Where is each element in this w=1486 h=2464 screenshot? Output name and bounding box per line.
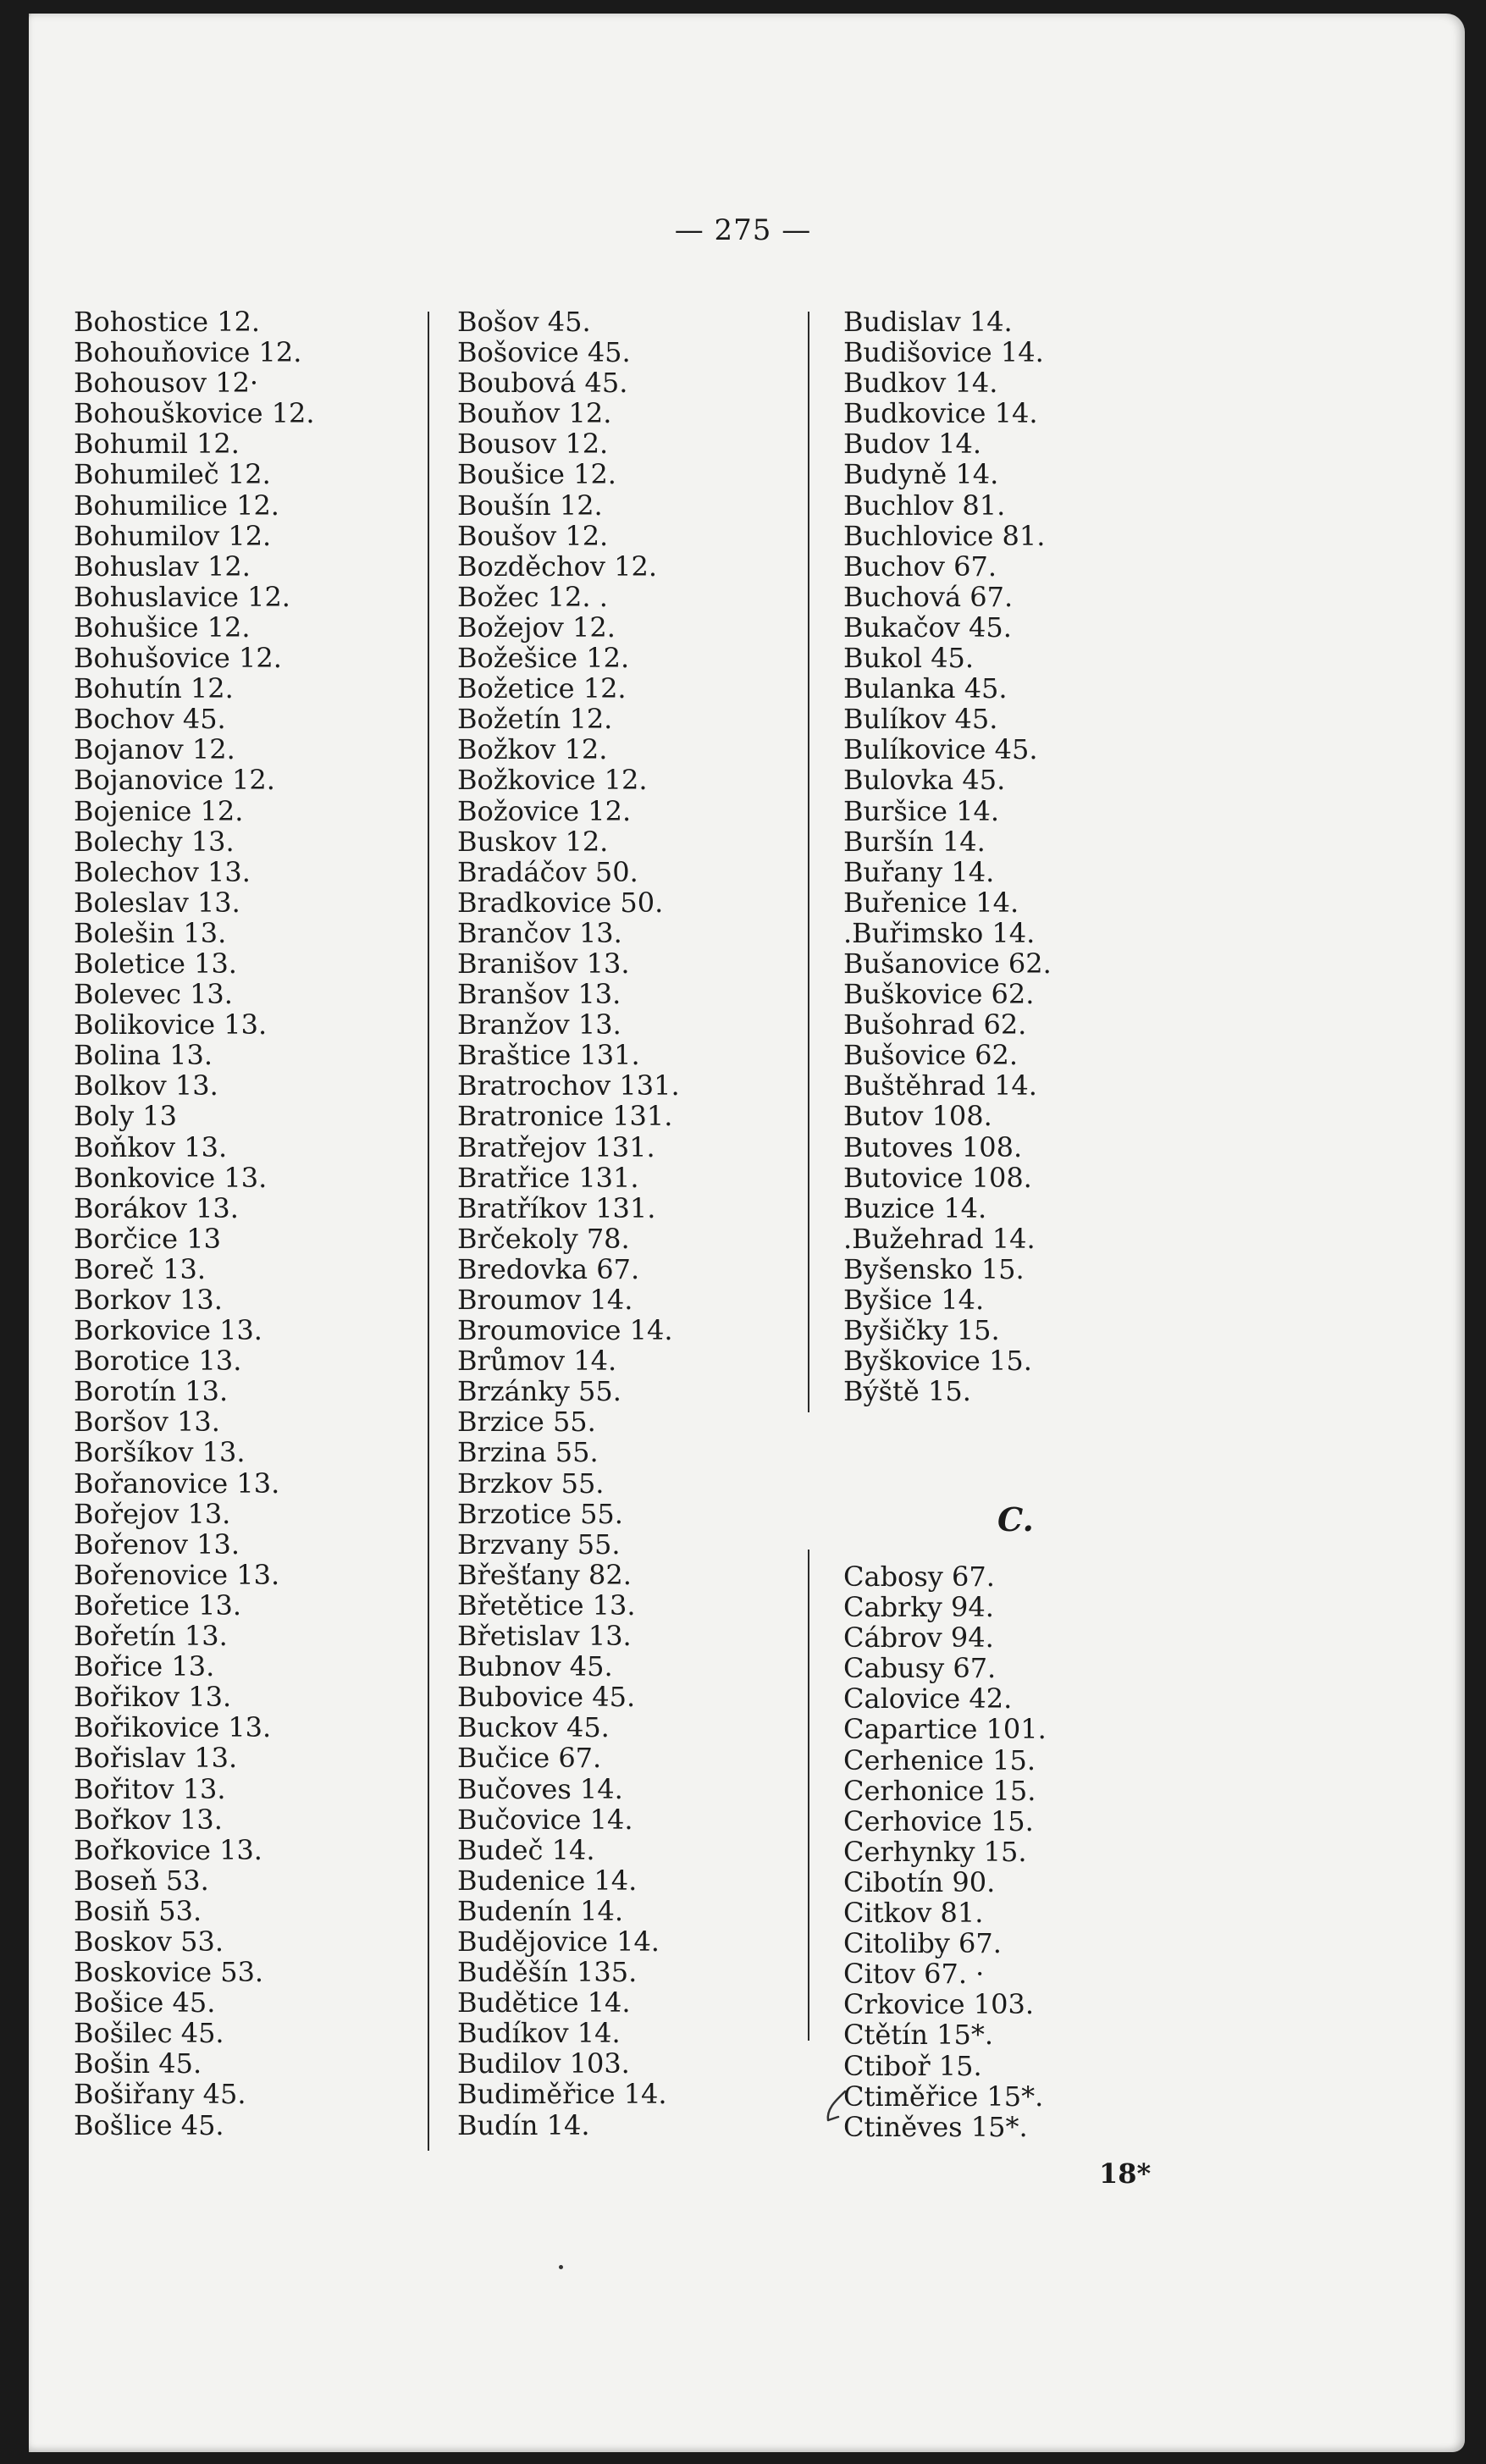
index-entry: Boršíkov 13. [74, 1436, 246, 1469]
index-entry: Buchová 67. [843, 580, 1014, 613]
index-entry: Buchov 67. [843, 550, 997, 583]
index-entry: Bulíkovice 45. [843, 733, 1038, 766]
index-entry: Bukol 45. [843, 642, 975, 675]
index-entry: Bořislav 13. [74, 1742, 238, 1775]
index-entry: Cábrov 94. [843, 1621, 994, 1655]
index-entry: Borkovice 13. [74, 1314, 262, 1347]
index-entry: Citov 67. · [843, 1958, 985, 1991]
index-entry: Bubnov 45. [457, 1650, 613, 1683]
index-entry: Boňkov 13. [74, 1130, 228, 1163]
index-entry: Bořejov 13. [74, 1497, 231, 1530]
index-entry: Brčekoly 78. [457, 1222, 630, 1255]
index-entry: Bohouškovice 12. [74, 397, 315, 430]
index-entry: Bredovka 67. [457, 1252, 640, 1285]
index-entry: Bolina 13. [74, 1039, 213, 1072]
index-entry: Byšensko 15. [843, 1252, 1025, 1285]
column-divider-2 [808, 312, 809, 1412]
pencil-mark-icon [820, 2088, 853, 2125]
index-entry: Brzkov 55. [457, 1467, 605, 1500]
index-entry: Bolešin 13. [74, 916, 227, 949]
index-entry: Bratřejov 131. [457, 1130, 655, 1163]
index-column-3 [843, 307, 1052, 1406]
index-entry: Božejov 12. [457, 610, 616, 644]
index-entry: Boseň 53. [74, 1864, 209, 1897]
index-entry: Býště 15. [843, 1375, 971, 1408]
index-entry: Bořetín 13. [74, 1620, 228, 1653]
index-entry: Bučice 67. [457, 1742, 602, 1775]
index-entry: Bošov 45. [457, 306, 591, 338]
index-entry: Boreč 13. [74, 1252, 206, 1285]
index-entry: Branšov 13. [457, 978, 621, 1011]
index-entry: Božovice 12. [457, 794, 632, 827]
index-entry: Boleslav 13. [74, 886, 240, 919]
index-entry: Bohumilice 12. [74, 489, 279, 522]
index-entry: Buchlovice 81. [843, 519, 1046, 552]
index-entry: Bohuslav 12. [74, 550, 251, 583]
index-entry: Bohušice 12. [74, 610, 251, 644]
index-entry: Buštěhrad 14. [843, 1069, 1037, 1102]
index-entry: Braštice 131. [457, 1039, 640, 1072]
index-entry: Budilov 103. [457, 2047, 630, 2080]
index-entry: Buchlov 81. [843, 489, 1006, 522]
index-entry: Bořikovice 13. [74, 1711, 272, 1744]
index-entry: Buřany 14. [843, 855, 995, 888]
index-entry: Bochov 45. [74, 703, 226, 736]
index-entry: Bořikov 13. [74, 1681, 232, 1714]
index-entry: Boušín 12. [457, 489, 603, 522]
index-entry: Bošilec 45. [74, 2017, 224, 2050]
printer-signature: 18* [1099, 2157, 1152, 2190]
index-entry: Ctiboř 15. [843, 2049, 982, 2082]
index-entry: Bučovice 14. [457, 1803, 633, 1836]
index-entry: Bonkovice 13. [74, 1161, 268, 1194]
index-entry: Bratronice 131. [457, 1100, 673, 1133]
index-entry: Borkov 13. [74, 1284, 223, 1316]
index-entry: Božešice 12. [457, 642, 630, 675]
index-entry: Borákov 13. [74, 1191, 239, 1224]
index-entry: Bohumileč 12. [74, 458, 271, 491]
index-entry: Bulíkov 45. [843, 703, 998, 736]
index-entry: Brančov 13. [457, 916, 622, 949]
index-entry: Budyně 14. [843, 458, 999, 491]
index-entry: Buskov 12. [457, 825, 609, 858]
index-entry: Božkovice 12. [457, 764, 648, 797]
index-entry: Bohumil 12. [74, 428, 240, 461]
index-entry: Břetislav 13. [457, 1620, 632, 1653]
index-entry: Bošin 45. [74, 2047, 202, 2080]
index-entry: Cabrky 94. [843, 1591, 994, 1624]
index-entry: Butov 108. [843, 1100, 992, 1133]
index-entry: Budiměřice 14. [457, 2078, 667, 2111]
index-entry: Bořkov 13. [74, 1803, 223, 1836]
index-entry: Boly 13 [74, 1100, 177, 1133]
index-entry: Bořanovice 13. [74, 1467, 280, 1500]
index-entry: Bojenice 12. [74, 794, 244, 827]
index-entry: Budov 14. [843, 428, 982, 461]
index-entry: Bohuslavice 12. [74, 580, 290, 613]
index-entry: Budíkov 14. [457, 2017, 621, 2050]
index-entry: Budkov 14. [843, 367, 998, 400]
column-divider-1 [428, 312, 429, 2151]
index-entry: Cerhonice 15. [843, 1774, 1036, 1807]
index-entry: Božetice 12. [457, 672, 627, 705]
index-entry: Byšičky 15. [843, 1314, 1000, 1347]
index-entry: Bořetice 13. [74, 1588, 242, 1621]
index-entry: Cerhenice 15. [843, 1743, 1036, 1776]
index-entry: Bohousov 12· [74, 367, 259, 400]
index-entry: Bošlice 45. [74, 2108, 224, 2141]
index-entry: Bouňov 12. [457, 397, 612, 430]
index-entry: Bosiň 53. [74, 1894, 202, 1927]
index-entry: Buzice 14. [843, 1191, 987, 1224]
index-entry: Capartice 101. [843, 1713, 1047, 1746]
index-entry: Buršice 14. [843, 794, 999, 827]
index-entry: Boušice 12. [457, 458, 616, 491]
index-entry: Budín 14. [457, 2108, 590, 2141]
index-entry: Butovice 108. [843, 1161, 1032, 1194]
column-divider-3 [808, 1550, 809, 2041]
index-entry: Borotice 13. [74, 1345, 242, 1378]
index-entry: Bradáčov 50. [457, 855, 638, 888]
index-entry: Cibotín 90. [843, 1865, 996, 1898]
index-entry: Citkov 81. [843, 1897, 984, 1930]
index-entry: Budkovice 14. [843, 397, 1038, 430]
index-entry: Borčice 13 [74, 1222, 221, 1255]
index-entry: Bohostice 12. [74, 306, 261, 338]
index-entry: Bolevec 13. [74, 978, 233, 1011]
index-entry: Cerhynky 15. [843, 1835, 1027, 1868]
index-entry: Buřenice 14. [843, 886, 1019, 919]
index-entry: Broumovice 14. [457, 1314, 673, 1347]
ink-speck [559, 2265, 563, 2269]
index-entry: Budislav 14. [843, 306, 1013, 338]
index-entry: Bolechov 13. [74, 855, 251, 888]
index-entry: Budějovice 14. [457, 1925, 660, 1958]
index-entry: Bořice 13. [74, 1650, 215, 1683]
index-entry: Bojanov 12. [74, 733, 235, 766]
index-entry: Brůmov 14. [457, 1345, 617, 1378]
index-entry: Budišovice 14. [843, 336, 1044, 369]
index-entry: Bošovice 45. [457, 336, 631, 369]
index-entry: Bošiřany 45. [74, 2078, 246, 2111]
index-entry: Buckov 45. [457, 1711, 610, 1744]
index-entry: Bubovice 45. [457, 1681, 636, 1714]
index-entry: Cabosy 67. [843, 1561, 995, 1593]
index-entry: .Bužehrad 14. [843, 1222, 1036, 1255]
index-entry: Bohumilov 12. [74, 519, 272, 552]
index-entry: Bolikovice 13. [74, 1008, 268, 1041]
index-entry: Bohušovice 12. [74, 642, 282, 675]
index-entry: Bratrochov 131. [457, 1069, 680, 1102]
index-entry: Boskov 53. [74, 1925, 224, 1958]
index-entry: Ctiněves 15*. [843, 2110, 1028, 2143]
index-entry: Božetín 12. [457, 703, 613, 736]
index-entry: Byškovice 15. [843, 1345, 1032, 1378]
index-entry: Bolechy 13. [74, 825, 235, 858]
index-entry: Brzice 55. [457, 1406, 596, 1439]
index-entry: Bořkovice 13. [74, 1833, 262, 1866]
index-entry: Brzánky 55. [457, 1375, 621, 1408]
index-entry: Calovice 42. [843, 1682, 1013, 1715]
index-entry: Bulovka 45. [843, 764, 1006, 797]
index-entry: Crkovice 103. [843, 1988, 1035, 2021]
index-entry: Bohouňovice 12. [74, 336, 302, 369]
index-entry: Bučoves 14. [457, 1772, 623, 1805]
index-entry: Bousov 12. [457, 428, 609, 461]
index-entry: Boušov 12. [457, 519, 609, 552]
index-entry: Cerhovice 15. [843, 1804, 1034, 1837]
index-entry: Bukačov 45. [843, 610, 1012, 644]
index-entry: Branžov 13. [457, 1008, 621, 1041]
index-entry: Buškovice 62. [843, 978, 1035, 1011]
index-entry: Bratřice 131. [457, 1161, 639, 1194]
index-entry: Bradkovice 50. [457, 886, 664, 919]
index-entry: .Buřimsko 14. [843, 916, 1036, 949]
index-entry: Bořenovice 13. [74, 1558, 280, 1591]
index-entry: Broumov 14. [457, 1284, 633, 1316]
index-entry: Bušovice 62. [843, 1039, 1019, 1072]
index-entry: Budeč 14. [457, 1833, 595, 1866]
index-entry: Byšice 14. [843, 1284, 985, 1316]
index-entry: Bulanka 45. [843, 672, 1008, 705]
index-entry: Bojanovice 12. [74, 764, 275, 797]
index-column-3-section-c [843, 1561, 1047, 2142]
index-entry: Bohutín 12. [74, 672, 234, 705]
index-entry: Břešťany 82. [457, 1558, 632, 1591]
index-entry: Cabusy 67. [843, 1652, 997, 1685]
index-entry: Bolkov 13. [74, 1069, 218, 1102]
index-column-1 [74, 307, 315, 2141]
index-entry: Bratříkov 131. [457, 1191, 656, 1224]
index-entry: Buděšín 135. [457, 1956, 638, 1989]
index-entry: Břetětice 13. [457, 1588, 636, 1621]
index-entry: Bořitov 13. [74, 1772, 226, 1805]
index-entry: Citoliby 67. [843, 1927, 1002, 1960]
index-entry: Budenín 14. [457, 1894, 624, 1927]
index-entry: Buršín 14. [843, 825, 986, 858]
index-entry: Bošice 45. [74, 1986, 216, 2019]
index-entry: Boletice 13. [74, 947, 237, 980]
index-entry: Bozděchov 12. [457, 550, 657, 583]
index-entry: Butoves 108. [843, 1130, 1023, 1163]
index-entry: Božkov 12. [457, 733, 608, 766]
index-entry: Boršov 13. [74, 1406, 220, 1439]
index-entry: Brzotice 55. [457, 1497, 623, 1530]
index-entry: Bořenov 13. [74, 1528, 240, 1561]
index-entry: Borotín 13. [74, 1375, 229, 1408]
index-entry: Branišov 13. [457, 947, 630, 980]
index-entry: Božec 12. . [457, 580, 608, 613]
index-entry: Budětice 14. [457, 1986, 631, 2019]
index-entry: Brzina 55. [457, 1436, 599, 1469]
page-number: — 275 — [674, 213, 812, 247]
index-entry: Bušohrad 62. [843, 1008, 1027, 1041]
index-entry: Boskovice 53. [74, 1956, 264, 1989]
index-entry: Brzvany 55. [457, 1528, 621, 1561]
index-entry: Ctiměřice 15*. [843, 2080, 1044, 2113]
index-column-2 [457, 307, 680, 2141]
index-entry: Budenice 14. [457, 1864, 638, 1897]
index-entry: Boubová 45. [457, 367, 628, 400]
index-entry: Bušanovice 62. [843, 947, 1052, 980]
section-letter: C. [997, 1500, 1034, 1539]
index-entry: Ctětín 15*. [843, 2019, 994, 2052]
